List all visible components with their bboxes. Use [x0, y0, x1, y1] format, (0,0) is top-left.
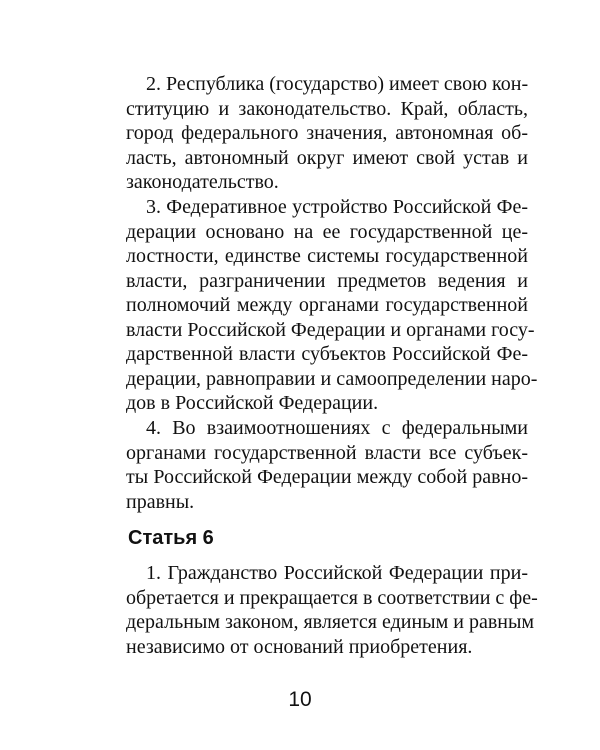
- paragraph-line: власти Российской Федерации и органами госу-: [126, 318, 535, 341]
- paragraph-line: деральным законом, является единым и равным: [126, 611, 535, 633]
- paragraph-line: полномочий между органами государственной: [126, 294, 528, 316]
- paragraph-line: законодательство.: [126, 171, 279, 193]
- paragraph-line: ты Российской Федерации между собой равно-: [126, 466, 528, 488]
- paragraph-line: 4. Во взаимоотношениях с федеральными: [146, 417, 528, 439]
- paragraph-line: обретается и прекращается в соответствии с фе-: [126, 586, 538, 609]
- paragraph-line: 3. Федеративное устройство Российской Фе-: [146, 196, 528, 218]
- paragraph-line: правны.: [126, 490, 195, 513]
- paragraph-line: ституцию и законодательство. Край, область,: [126, 97, 528, 120]
- paragraph-line: дерации, равноправии и самоопределении наро-: [126, 367, 538, 390]
- paragraph-line: 2. Республика (государство) имеет свою кон-: [146, 73, 529, 95]
- paragraph-line: дерации основано на ее государственной це-: [126, 220, 528, 243]
- paragraph-line: органами государственной власти все субъек-: [126, 441, 528, 464]
- paragraph-line: лостности, единстве системы государственной: [126, 245, 528, 267]
- paragraph-3: [126, 195, 538, 416]
- paragraph-4: [126, 416, 528, 514]
- paragraph-line: независимо от оснований приобретения.: [126, 635, 473, 658]
- article-6-paragraph-1: [126, 561, 538, 659]
- article-heading: Статья 6: [128, 527, 214, 549]
- paragraph-line: дарственной власти субъектов Российской Фе-: [126, 343, 528, 365]
- paragraph-line: город федерального значения, автономная об-: [126, 122, 528, 144]
- paragraph-line: дов в Российской Федерации.: [126, 392, 379, 414]
- paragraph-line: ласть, автономный округ имеют свой устав и: [126, 146, 528, 169]
- page-number: 10: [288, 688, 312, 711]
- paragraph-line: власти, разграничении предметов ведения и: [126, 269, 528, 292]
- paragraph-2: [126, 72, 528, 195]
- paragraph-line: 1. Гражданство Российской Федерации при-: [146, 562, 528, 584]
